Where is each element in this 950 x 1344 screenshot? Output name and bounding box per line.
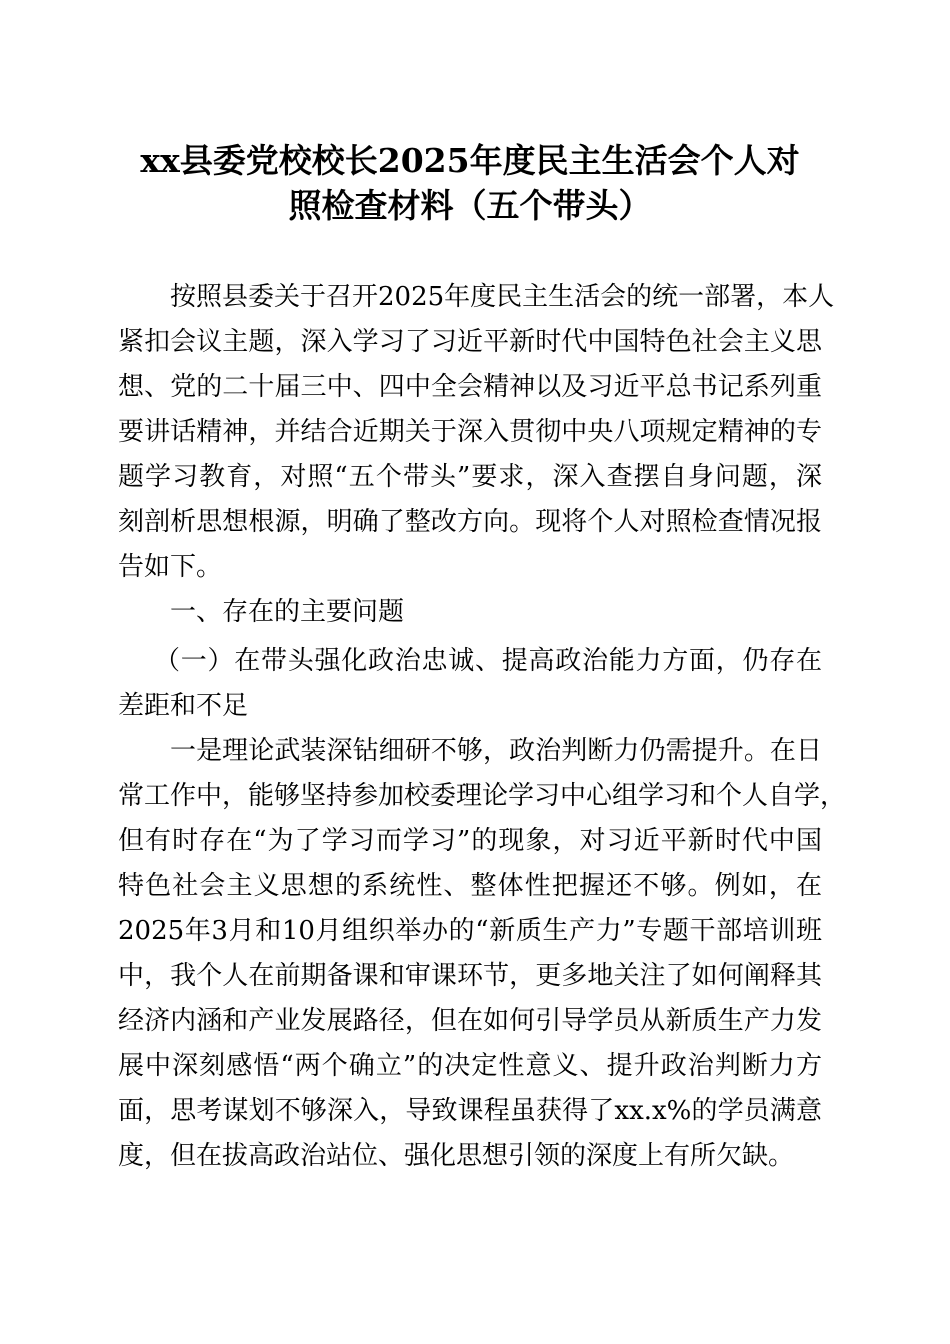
text-line: 但有时存在“为了学习而学习”的现象，对习近平新时代中国 — [118, 826, 822, 856]
text-line: 告如下。 — [118, 552, 223, 582]
text-line: 展中深刻感悟“两个确立”的决定性意义、提升政治判断力方 — [118, 1051, 822, 1081]
document-title — [118, 138, 822, 228]
text-line: 面，思考谋划不够深入，导致课程虽获得了xx.x%的学员满意 — [118, 1096, 822, 1126]
section-heading: 一、存在的主要问题 — [170, 597, 405, 627]
text-line: 按照县委关于召开2025年度民主生活会的统一部署，本人 — [170, 282, 835, 312]
text-line: 要讲话精神，并结合近期关于深入贯彻中央八项规定精神的专 — [118, 417, 822, 447]
text-line: （一）在带头强化政治忠诚、提高政治能力方面，仍存在 — [154, 646, 822, 676]
text-line: 想、党的二十届三中、四中全会精神以及习近平总书记系列重 — [118, 372, 822, 402]
text-line: 2025年3月和10月组织举办的“新质生产力”专题干部培训班 — [118, 916, 822, 946]
text-line: 一是理论武装深钻细研不够，政治判断力仍需提升。在日 — [170, 736, 822, 766]
section-subheading — [118, 639, 822, 729]
text-line: 差距和不足 — [118, 691, 249, 721]
title-line: xx县委党校校长2025年度民主生活会个人对 — [140, 141, 800, 180]
title-line: 照检查材料（五个带头） — [288, 186, 652, 225]
text-line: 题学习教育，对照“五个带头”要求，深入查摆自身问题，深 — [118, 462, 822, 492]
text-line: 刻剖析思想根源，明确了整改方向。现将个人对照检查情况报 — [118, 507, 822, 537]
text-line: 常工作中，能够坚持参加校委理论学习中心组学习和个人自学， — [118, 781, 847, 811]
text-line: 经济内涵和产业发展路径，但在如何引导学员从新质生产力发 — [118, 1006, 822, 1036]
intro-paragraph — [118, 275, 835, 590]
text-line: 特色社会主义思想的系统性、整体性把握还不够。例如，在 — [118, 871, 822, 901]
document-body — [118, 275, 847, 1179]
text-line: 紧扣会议主题，深入学习了习近平新时代中国特色社会主义思 — [118, 327, 822, 357]
body-paragraph — [118, 729, 847, 1179]
text-line: 度，但在拔高政治站位、强化思想引领的深度上有所欠缺。 — [118, 1141, 795, 1171]
text-line: 中，我个人在前期备课和审课环节，更多地关注了如何阐释其 — [118, 961, 822, 991]
